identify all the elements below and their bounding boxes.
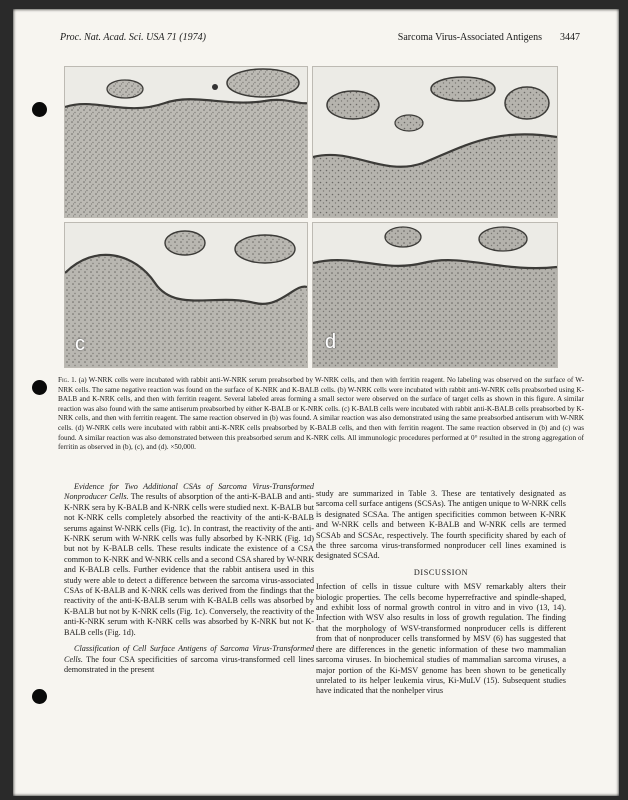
panel-label-d: d	[325, 331, 337, 353]
paragraph-body: The results of absorption of the anti-K-BALB and anti-K-NRK sera by K-BALB and K-NRK cells were studied next. K-BALB but not K-NRK cells completely absorbed the reactivity of the anti-K-BALB serums against W-NRK cells (Fig. 1c). In contrast, the reactivity of the anti-K-NRK serum with W-NRK cells was fully absorbed by K-NRK (Fig. 1d) but not by K-BALB cells. These results indicate the existence of a CSA common to K-NRK and W-NRK cells and a second CSA shared by W-NRK and K-BALB cells. Further evidence that the rabbit antisera used in this study were able to detect a difference between the sarcoma virus-associated CSAs of K-BALB and K-NRK cells was derived from the findings that the reactivity of the anti-K-BALB serum with K-BALB cells was absorbed by K-BALB but not by K-NRK cells (Fig. 1c). Conversely, the reactivity of the anti-K-NRK serum with K-NRK cells was absorbed by K-NRK but not K-BALB cells (Fig. 1d).	[64, 492, 314, 637]
section-heading-discussion: DISCUSSION	[413, 567, 469, 577]
figure-1-micrographs	[64, 66, 556, 366]
subsection-heading: Evidence for Two Additional CSAs of Sarcoma Virus-Transformed Nonproducer Cells.	[64, 482, 314, 502]
paragraph-body: Infection of cells in tissue culture with MSV remarkably alters their biologic properties. The cells become hyperrefractive and spindle-shaped, and exhibit loss of normal growth control in vitro and in vivo (13, 14). Infection with WSV also results in loss of growth regulation. The finding that the morphology of WSV-transformed nonproducer cells is different from that of nonproducer cells transformed by MSV (6) has suggested that there are differences in the genetic information of these two mammalian sarcoma viruses. In biochemical studies of mammalian sarcoma viruses, a major portion of the Ki-MSV genome has been shown to be genetically unrelated to its helper leukemia virus, Ki-MuLV (15). Subsequent studies have indicated that the nonhelper virus	[316, 582, 566, 696]
right-column	[316, 489, 566, 703]
page-header	[60, 32, 580, 46]
micrograph-panel-d	[312, 222, 558, 368]
caption-label: Fig. 1.	[58, 376, 77, 384]
paragraph-body: study are summarized in Table 3. These are tentatively designated as sarcoma cell surface antigens (SCSAs). The antigen unique to W-NRK cells is designated SCSAa. The antigen specificities common between K-NRK and W-NRK cells and between K-BALB and W-NRK cells are termed SCSAb and SCSAc, respectively. The fourth specificity shared by each of the three sarcoma virus-transformed nonproducer cell lines examined is designated SCSAd.	[316, 489, 566, 561]
page-number: 3447	[560, 32, 580, 43]
binder-hole-top	[32, 102, 47, 117]
paragraph	[64, 644, 314, 675]
left-column	[64, 482, 314, 681]
paragraph-body: The four CSA specificities of sarcoma virus-transformed cell lines demonstrated in the present	[64, 654, 314, 674]
running-title: Sarcoma Virus-Associated Antigens	[397, 32, 542, 43]
subsection-heading: Classification of Cell Surface Antigens of Sarcoma Virus-Transformed Cells.	[64, 644, 314, 664]
paragraph	[316, 582, 566, 696]
journal-citation: Proc. Nat. Acad. Sci. USA 71 (1974)	[60, 32, 206, 43]
caption-text: (a) W-NRK cells were incubated with rabbit anti-W-NRK serum preabsorbed by W-NRK cells, and then with ferritin reagent. No labeling was observed on the surface of W-NRK cells. The same negative reaction was found on the surface of K-NRK and K-BALB cells. (b) W-NRK cells were incubated with rabbit anti-W-NRK cells preabsorbed using K-BALB and K-NRK cells, and then with ferritin reagent. Several labeled areas forming a small sector were observed on the surface of target cells as shown in this figure. A similar reaction was also found with the same antiserum preabsorbed by either K-BALB or K-NRK cells. (c) K-BALB cells were incubated with rabbit anti-K-BALB cells preabsorbed by K-NRK cells, and then with ferritin reagent. The same reaction observed in (b) was found. A similar reaction was also demonstrated using the same preabsorbed antiserum with W-NRK cells. (d) W-NRK cells were incubated with rabbit anti-K-NRK cells preabsorbed by K-BALB cells, and then with ferritin reagent. The same reaction observed in (b) and (c) was found. A similar reaction was also demonstrated between this preabsorbed serum and K-NRK cells. All immunologic procedures performed at 0° resulted in the strong aggregation of ferritin as observed in (b), (c), and (d). ×50,000.	[58, 376, 585, 452]
micrograph-panel-b	[312, 66, 558, 218]
paragraph	[316, 489, 566, 562]
micrograph-panel-a	[64, 66, 308, 218]
micrograph-panel-c	[64, 222, 308, 368]
binder-hole-middle	[32, 380, 47, 395]
panel-label-c: c	[75, 333, 85, 355]
binder-hole-bottom	[32, 689, 47, 704]
figure-caption	[58, 376, 584, 453]
paragraph	[64, 482, 314, 638]
